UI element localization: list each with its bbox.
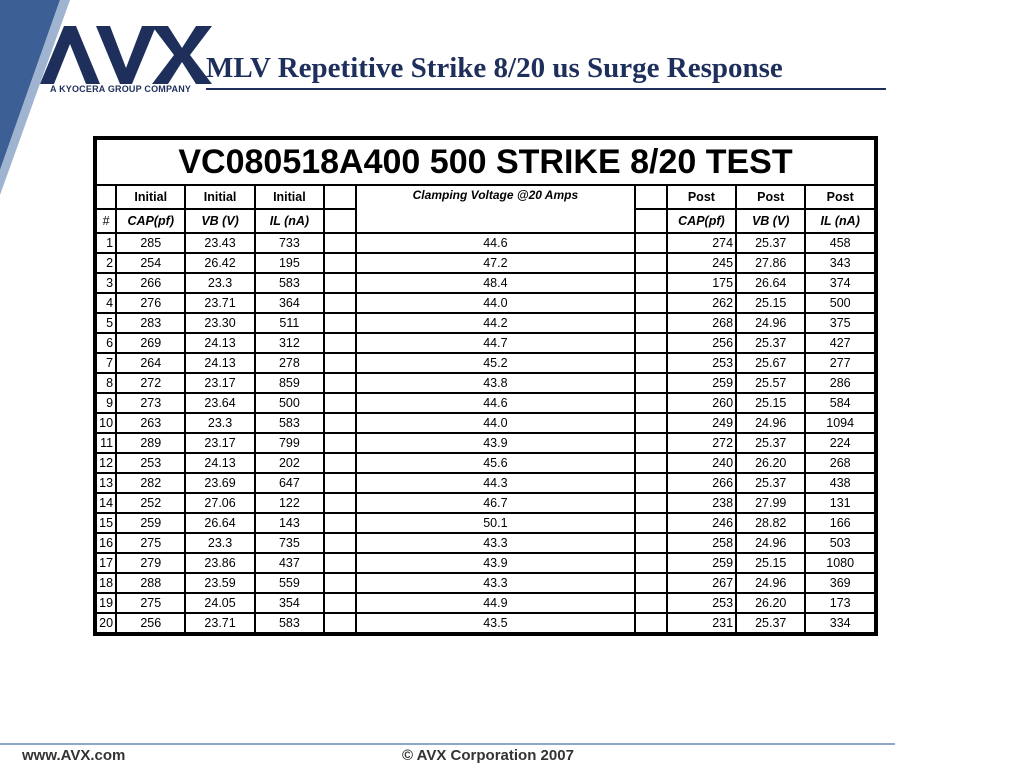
cell-post-vb: 25.37 <box>737 334 804 352</box>
cell-spacer <box>636 374 666 392</box>
table-row <box>97 534 874 552</box>
logo-tagline: A KYOCERA GROUP COMPANY <box>50 84 192 94</box>
cell-initial-cap: 285 <box>117 234 184 252</box>
cell-post-vb: 25.15 <box>737 394 804 412</box>
table-row <box>97 614 874 632</box>
cell-clamping-voltage: 44.9 <box>357 594 633 612</box>
cell-post-il: 131 <box>806 494 874 512</box>
cell-initial-cap: 254 <box>117 254 184 272</box>
page-title: MLV Repetitive Strike 8/20 us Surge Response <box>206 52 783 84</box>
header-initial-vb: Initial <box>186 186 253 208</box>
cell-post-il: 427 <box>806 334 874 352</box>
cell-initial-cap: 252 <box>117 494 184 512</box>
cell-initial-vb: 23.59 <box>186 574 253 592</box>
cell-initial-cap: 269 <box>117 334 184 352</box>
cell-initial-cap: 275 <box>117 594 184 612</box>
cell-clamping-voltage: 47.2 <box>357 254 633 272</box>
cell-initial-il: 511 <box>256 314 323 332</box>
cell-row-index: 9 <box>97 394 115 412</box>
cell-row-index: 17 <box>97 554 115 572</box>
cell-clamping-voltage: 44.6 <box>357 234 633 252</box>
cell-clamping-voltage: 44.6 <box>357 394 633 412</box>
cell-clamping-voltage: 43.8 <box>357 374 633 392</box>
cell-initial-vb: 23.64 <box>186 394 253 412</box>
cell-initial-vb: 23.17 <box>186 374 253 392</box>
cell-spacer <box>325 274 355 292</box>
cell-post-il: 458 <box>806 234 874 252</box>
cell-initial-il: 583 <box>256 614 323 632</box>
cell-spacer <box>325 414 355 432</box>
cell-initial-vb: 24.05 <box>186 594 253 612</box>
cell-initial-il: 733 <box>256 234 323 252</box>
cell-post-il: 374 <box>806 274 874 292</box>
cell-post-vb: 28.82 <box>737 514 804 532</box>
cell-spacer <box>325 314 355 332</box>
cell-initial-vb: 24.13 <box>186 334 253 352</box>
cell-post-cap: 262 <box>668 294 735 312</box>
cell-spacer <box>325 354 355 372</box>
cell-row-index: 7 <box>97 354 115 372</box>
cell-spacer <box>636 614 666 632</box>
cell-post-vb: 25.15 <box>737 554 804 572</box>
cell-clamping-voltage: 44.3 <box>357 474 633 492</box>
table-row <box>97 474 874 492</box>
header-initial-cap: Initial <box>117 186 184 208</box>
cell-row-index: 2 <box>97 254 115 272</box>
cell-initial-il: 195 <box>256 254 323 272</box>
cell-post-cap: 266 <box>668 474 735 492</box>
cell-initial-cap: 253 <box>117 454 184 472</box>
cell-initial-il: 202 <box>256 454 323 472</box>
cell-post-il: 1080 <box>806 554 874 572</box>
cell-post-cap: 238 <box>668 494 735 512</box>
table-row <box>97 314 874 332</box>
cell-row-index: 13 <box>97 474 115 492</box>
cell-initial-il: 143 <box>256 514 323 532</box>
table-row <box>97 454 874 472</box>
cell-initial-cap: 256 <box>117 614 184 632</box>
cell-initial-il: 437 <box>256 554 323 572</box>
footer-copyright: © AVX Corporation 2007 <box>402 747 574 764</box>
header-cell <box>97 186 115 208</box>
cell-row-index: 4 <box>97 294 115 312</box>
cell-spacer <box>636 354 666 372</box>
cell-post-vb: 25.67 <box>737 354 804 372</box>
cell-post-cap: 246 <box>668 514 735 532</box>
cell-post-vb: 24.96 <box>737 534 804 552</box>
cell-clamping-voltage: 43.5 <box>357 614 633 632</box>
cell-initial-cap: 282 <box>117 474 184 492</box>
cell-post-cap: 259 <box>668 374 735 392</box>
cell-spacer <box>325 514 355 532</box>
cell-post-vb: 27.86 <box>737 254 804 272</box>
table-row <box>97 374 874 392</box>
table-row <box>97 254 874 272</box>
cell-spacer <box>636 254 666 272</box>
cell-post-il: 1094 <box>806 414 874 432</box>
cell-post-cap: 240 <box>668 454 735 472</box>
cell-spacer <box>636 294 666 312</box>
cell-post-vb: 26.20 <box>737 454 804 472</box>
cell-spacer <box>636 274 666 292</box>
cell-post-cap: 258 <box>668 534 735 552</box>
cell-initial-vb: 23.17 <box>186 434 253 452</box>
cell-initial-il: 312 <box>256 334 323 352</box>
cell-initial-vb: 26.64 <box>186 514 253 532</box>
cell-initial-cap: 288 <box>117 574 184 592</box>
cell-initial-vb: 24.13 <box>186 454 253 472</box>
table-row <box>97 434 874 452</box>
cell-clamping-voltage: 46.7 <box>357 494 633 512</box>
cell-row-index: 20 <box>97 614 115 632</box>
cell-clamping-voltage: 43.3 <box>357 574 633 592</box>
cell-post-cap: 231 <box>668 614 735 632</box>
cell-initial-vb: 23.3 <box>186 534 253 552</box>
cell-spacer <box>325 334 355 352</box>
cell-initial-il: 278 <box>256 354 323 372</box>
cell-post-vb: 25.37 <box>737 434 804 452</box>
cell-post-cap: 260 <box>668 394 735 412</box>
cell-initial-cap: 276 <box>117 294 184 312</box>
cell-post-il: 268 <box>806 454 874 472</box>
cell-spacer <box>325 574 355 592</box>
cell-post-vb: 26.64 <box>737 274 804 292</box>
cell-post-il: 173 <box>806 594 874 612</box>
cell-initial-vb: 24.13 <box>186 354 253 372</box>
cell-spacer <box>636 574 666 592</box>
cell-post-vb: 25.37 <box>737 234 804 252</box>
cell-clamping-voltage: 43.9 <box>357 554 633 572</box>
cell-initial-il: 559 <box>256 574 323 592</box>
cell-spacer <box>636 494 666 512</box>
cell-initial-il: 364 <box>256 294 323 312</box>
cell-row-index: 11 <box>97 434 115 452</box>
cell-row-index: 14 <box>97 494 115 512</box>
cell-post-il: 500 <box>806 294 874 312</box>
cell-initial-il: 735 <box>256 534 323 552</box>
table-row <box>97 414 874 432</box>
cell-row-index: 19 <box>97 594 115 612</box>
cell-post-vb: 25.37 <box>737 474 804 492</box>
cell-initial-il: 799 <box>256 434 323 452</box>
footer-divider <box>0 743 895 745</box>
cell-post-cap: 272 <box>668 434 735 452</box>
cell-spacer <box>636 334 666 352</box>
cell-spacer <box>325 494 355 512</box>
cell-clamping-voltage: 44.7 <box>357 334 633 352</box>
cell-initial-cap: 283 <box>117 314 184 332</box>
cell-post-cap: 256 <box>668 334 735 352</box>
cell-post-il: 343 <box>806 254 874 272</box>
cell-spacer <box>636 314 666 332</box>
cell-post-cap: 267 <box>668 574 735 592</box>
cell-initial-cap: 289 <box>117 434 184 452</box>
cell-post-cap: 245 <box>668 254 735 272</box>
cell-initial-vb: 23.71 <box>186 614 253 632</box>
cell-spacer <box>325 374 355 392</box>
cell-post-il: 334 <box>806 614 874 632</box>
cell-spacer <box>636 434 666 452</box>
cell-spacer <box>325 434 355 452</box>
cell-spacer <box>636 554 666 572</box>
table-row <box>97 394 874 412</box>
table-row <box>97 354 874 372</box>
cell-initial-vb: 23.3 <box>186 414 253 432</box>
cell-initial-vb: 23.86 <box>186 554 253 572</box>
header-vb-unit: VB (V) <box>186 210 253 232</box>
cell-post-vb: 25.57 <box>737 374 804 392</box>
header-cap-unit: CAP(pf) <box>117 210 184 232</box>
cell-initial-il: 859 <box>256 374 323 392</box>
cell-post-vb: 24.96 <box>737 414 804 432</box>
cell-initial-il: 500 <box>256 394 323 412</box>
table-row <box>97 294 874 312</box>
cell-initial-cap: 264 <box>117 354 184 372</box>
cell-spacer <box>636 394 666 412</box>
cell-spacer <box>636 454 666 472</box>
header-spacer <box>636 210 666 232</box>
cell-post-il: 224 <box>806 434 874 452</box>
cell-clamping-voltage: 45.6 <box>357 454 633 472</box>
cell-row-index: 15 <box>97 514 115 532</box>
cell-initial-vb: 23.43 <box>186 234 253 252</box>
cell-initial-cap: 266 <box>117 274 184 292</box>
cell-initial-vb: 23.3 <box>186 274 253 292</box>
test-results-table-container <box>93 136 878 636</box>
header-spacer <box>636 186 666 208</box>
cell-post-cap: 268 <box>668 314 735 332</box>
cell-row-index: 1 <box>97 234 115 252</box>
cell-post-cap: 259 <box>668 554 735 572</box>
title-underline <box>206 88 886 90</box>
cell-spacer <box>636 594 666 612</box>
header-post-vb: Post <box>737 186 804 208</box>
test-results-table <box>95 138 876 634</box>
cell-post-cap: 175 <box>668 274 735 292</box>
cell-post-il: 166 <box>806 514 874 532</box>
cell-spacer <box>636 474 666 492</box>
header-post-vb-unit: VB (V) <box>737 210 804 232</box>
cell-spacer <box>325 294 355 312</box>
cell-spacer <box>325 234 355 252</box>
cell-row-index: 3 <box>97 274 115 292</box>
table-row <box>97 574 874 592</box>
cell-initial-vb: 23.69 <box>186 474 253 492</box>
header-post-il-unit: IL (nA) <box>806 210 874 232</box>
cell-post-vb: 26.20 <box>737 594 804 612</box>
table-row <box>97 594 874 612</box>
cell-initial-il: 583 <box>256 414 323 432</box>
header-spacer <box>325 186 355 208</box>
cell-spacer <box>325 474 355 492</box>
cell-initial-cap: 275 <box>117 534 184 552</box>
header-post-il: Post <box>806 186 874 208</box>
cell-initial-cap: 263 <box>117 414 184 432</box>
cell-post-vb: 24.96 <box>737 574 804 592</box>
cell-post-vb: 24.96 <box>737 314 804 332</box>
cell-post-il: 277 <box>806 354 874 372</box>
cell-post-il: 584 <box>806 394 874 412</box>
cell-initial-il: 122 <box>256 494 323 512</box>
cell-row-index: 12 <box>97 454 115 472</box>
cell-row-index: 5 <box>97 314 115 332</box>
footer-website: www.AVX.com <box>22 747 126 764</box>
cell-post-il: 375 <box>806 314 874 332</box>
cell-initial-il: 354 <box>256 594 323 612</box>
cell-clamping-voltage: 45.2 <box>357 354 633 372</box>
table-row <box>97 234 874 252</box>
cell-post-cap: 274 <box>668 234 735 252</box>
cell-spacer <box>636 234 666 252</box>
table-row <box>97 514 874 532</box>
cell-post-il: 503 <box>806 534 874 552</box>
cell-post-vb: 25.15 <box>737 294 804 312</box>
cell-spacer <box>325 454 355 472</box>
header-initial-il: Initial <box>256 186 323 208</box>
cell-post-il: 369 <box>806 574 874 592</box>
header-spacer <box>325 210 355 232</box>
table-row <box>97 554 874 572</box>
cell-row-index: 10 <box>97 414 115 432</box>
cell-initial-il: 583 <box>256 274 323 292</box>
header-post-cap-unit: CAP(pf) <box>668 210 735 232</box>
cell-clamping-voltage: 43.9 <box>357 434 633 452</box>
cell-initial-cap: 279 <box>117 554 184 572</box>
cell-clamping-voltage: 43.3 <box>357 534 633 552</box>
cell-post-cap: 253 <box>668 354 735 372</box>
cell-spacer <box>636 514 666 532</box>
cell-post-vb: 27.99 <box>737 494 804 512</box>
header-row-initial-post <box>97 186 874 208</box>
header-post-cap: Post <box>668 186 735 208</box>
table-row <box>97 334 874 352</box>
cell-row-index: 8 <box>97 374 115 392</box>
cell-spacer <box>325 534 355 552</box>
cell-row-index: 18 <box>97 574 115 592</box>
cell-initial-vb: 27.06 <box>186 494 253 512</box>
table-row <box>97 274 874 292</box>
cell-initial-vb: 26.42 <box>186 254 253 272</box>
cell-row-index: 16 <box>97 534 115 552</box>
cell-post-cap: 253 <box>668 594 735 612</box>
cell-clamping-voltage: 50.1 <box>357 514 633 532</box>
cell-row-index: 6 <box>97 334 115 352</box>
header-il-unit: IL (nA) <box>256 210 323 232</box>
cell-clamping-voltage: 48.4 <box>357 274 633 292</box>
table-title: VC080518A400 500 STRIKE 8/20 TEST <box>97 140 874 184</box>
cell-initial-vb: 23.71 <box>186 294 253 312</box>
header-index: # <box>97 210 115 232</box>
cell-initial-cap: 273 <box>117 394 184 412</box>
cell-post-cap: 249 <box>668 414 735 432</box>
cell-spacer <box>325 594 355 612</box>
cell-post-vb: 25.37 <box>737 614 804 632</box>
cell-initial-cap: 259 <box>117 514 184 532</box>
cell-spacer <box>636 534 666 552</box>
cell-initial-vb: 23.30 <box>186 314 253 332</box>
cell-clamping-voltage: 44.0 <box>357 294 633 312</box>
header-clamping-voltage: Clamping Voltage @20 Amps <box>357 186 633 232</box>
cell-clamping-voltage: 44.0 <box>357 414 633 432</box>
cell-spacer <box>325 614 355 632</box>
cell-spacer <box>636 414 666 432</box>
cell-post-il: 438 <box>806 474 874 492</box>
cell-initial-il: 647 <box>256 474 323 492</box>
cell-spacer <box>325 254 355 272</box>
cell-post-il: 286 <box>806 374 874 392</box>
cell-spacer <box>325 554 355 572</box>
table-row <box>97 494 874 512</box>
cell-clamping-voltage: 44.2 <box>357 314 633 332</box>
cell-initial-cap: 272 <box>117 374 184 392</box>
cell-spacer <box>325 394 355 412</box>
